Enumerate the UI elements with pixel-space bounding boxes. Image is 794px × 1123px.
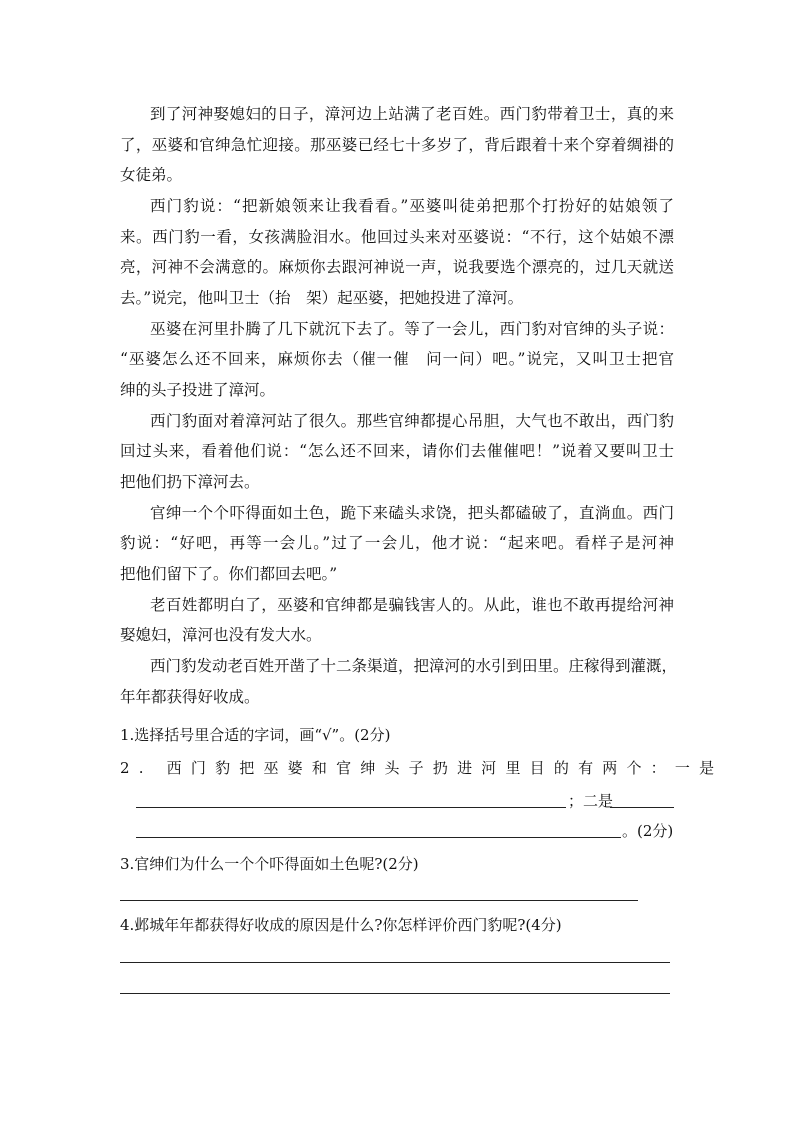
answer-line-4a[interactable]: [120, 962, 670, 963]
passage-line: 女徒弟。: [120, 166, 183, 184]
passage-line: 官绅一个个吓得面如土色，跪下来磕头求饶，把头都磕破了，直淌血。西门: [150, 504, 674, 522]
passage-line: 西门豹发动老百姓开凿了十二条渠道，把漳河的水引到田里。庄稼得到灌溉，: [150, 657, 678, 675]
passage-line: “巫婆怎么还不回来，麻烦你去（催一催 问一问）吧。”说完，又叫卫士把官: [120, 350, 674, 368]
passage-line: 来。西门豹一看，女孩满脸泪水。他回过头来对巫婆说：“不行，这个姑娘不漂: [120, 228, 674, 246]
passage-line: 娶媳妇，漳河也没有发大水。: [120, 626, 322, 644]
passage-line: 回过头来，看着他们说：“怎么还不回来，请你们去催催吧！”说着又要叫卫士: [120, 442, 674, 460]
passage-line: 把他们留下了。你们都回去吧。”: [120, 565, 338, 583]
passage-line: 老百姓都明白了，巫婆和官绅都是骗钱害人的。从此，谁也不敢再提给河神: [150, 596, 674, 614]
passage-line: 把他们扔下漳河去。: [120, 473, 260, 491]
passage-line: 去。”说完，他叫卫士（抬 架）起巫婆，把她投进了漳河。: [120, 289, 524, 307]
question-2-second-label: ；二是: [568, 792, 614, 810]
answer-line-3[interactable]: [120, 900, 638, 901]
passage-line: 西门豹面对着漳河站了很久。那些官绅都提心吊胆，大气也不敢出，西门豹: [150, 412, 674, 430]
question-3: 3.官绅们为什么一个个吓得面如土色呢?(2分): [120, 855, 419, 873]
passage-line: 到了河神娶媳妇的日子，漳河边上站满了老百姓。西门豹带着卫士，真的来: [150, 105, 674, 123]
question-2-score: 。(2分): [622, 822, 674, 840]
question-1: 1.选择括号里合适的字词，画“√”。(2分): [120, 726, 391, 744]
answer-blank-2a[interactable]: [136, 807, 566, 808]
passage-line: 豹说：“好吧，再等一会儿。”过了一会儿，他才说：“起来吧。看样子是河神: [120, 534, 674, 552]
passage-line: 亮，河神不会满意的。麻烦你去跟河神说一声，说我要选个漂亮的，过几天就送: [120, 258, 674, 276]
passage-line: 年年都获得好收成。: [120, 688, 260, 706]
passage-line: 巫婆在河里扑腾了几下就沉下去了。等了一会儿，西门豹对官绅的头子说：: [150, 320, 674, 338]
passage-line: 西门豹说：“把新娘领来让我看看。”巫婆叫徒弟把那个打扮好的姑娘领了: [150, 197, 674, 215]
passage-line: 绅的头子投进了漳河。: [120, 381, 276, 399]
answer-blank-2b[interactable]: [610, 807, 674, 808]
answer-blank-2c[interactable]: [136, 837, 621, 838]
question-2: 2. 西门豹把巫婆和官绅头子扔进河里目的有两个：一是: [120, 759, 724, 777]
question-4: 4.邺城年年都获得好收成的原因是什么?你怎样评价西门豹呢?(4分): [120, 916, 562, 934]
passage-line: 了，巫婆和官绅急忙迎接。那巫婆已经七十多岁了，背后跟着十来个穿着绸褂的: [120, 136, 674, 154]
answer-line-4b[interactable]: [120, 993, 670, 994]
